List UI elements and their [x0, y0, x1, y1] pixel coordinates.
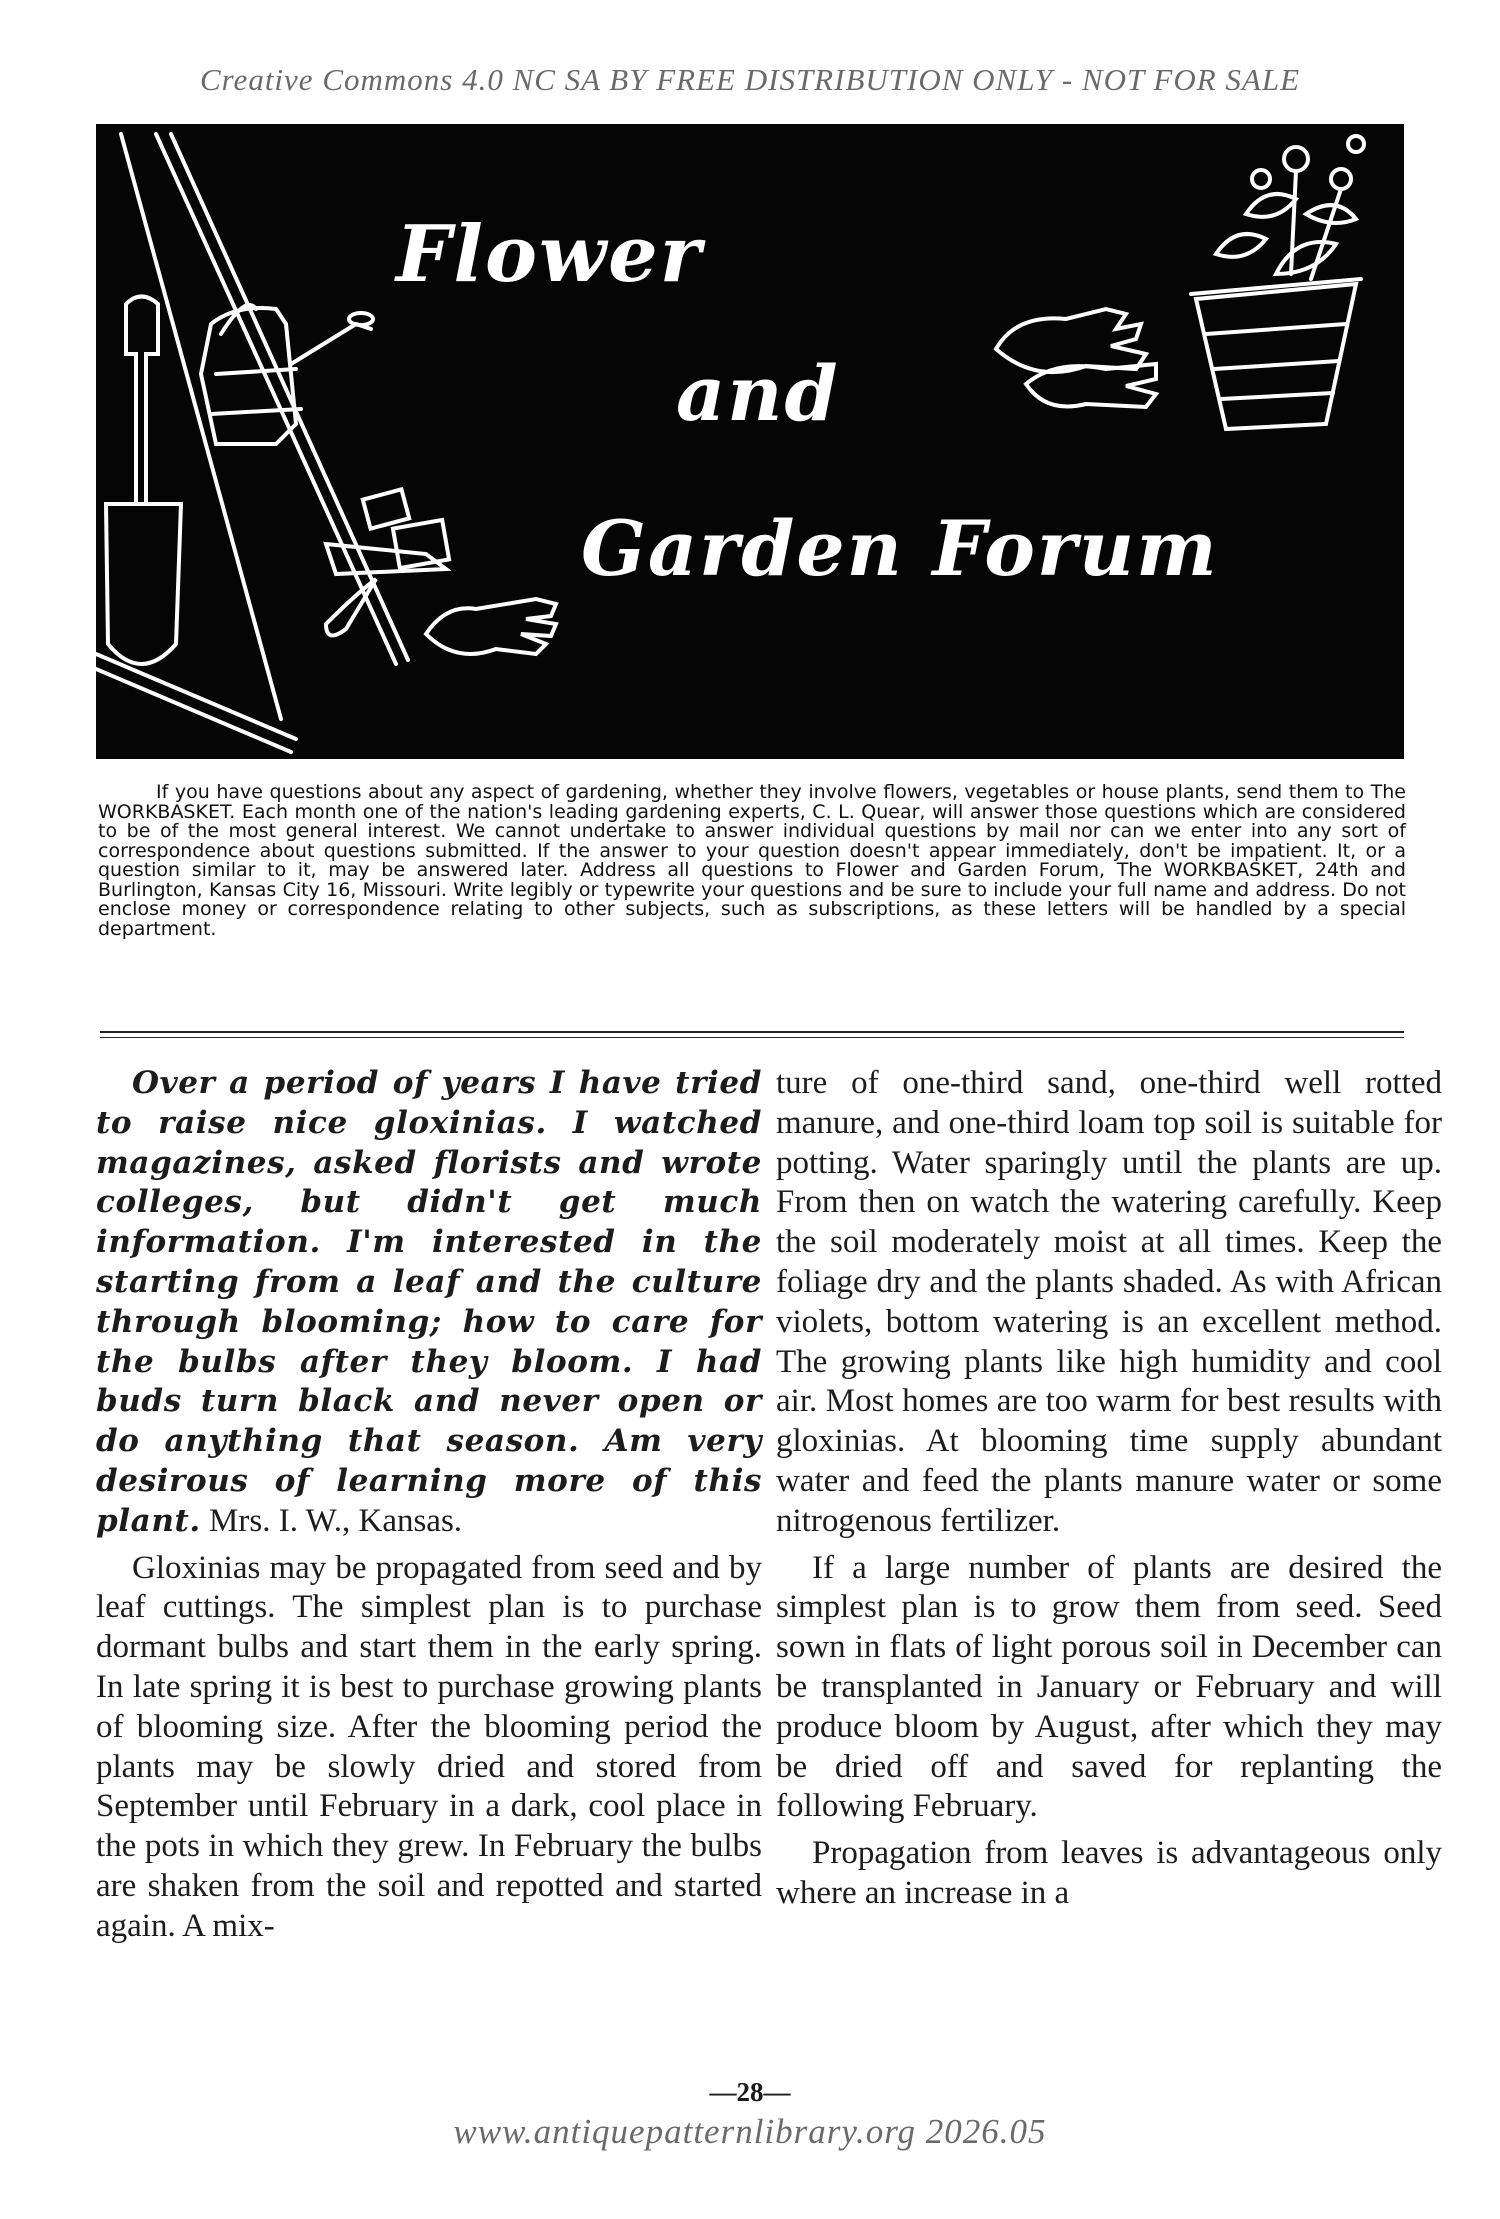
question-signature: Mrs. I. W., Kansas. — [209, 1502, 463, 1539]
article-column-left — [96, 1064, 762, 1947]
answer-paragraph-3: Propagation from leaves is advantageous only where an increase in a — [776, 1835, 1442, 1911]
divider-rule — [100, 1031, 1404, 1033]
divider-rule-thin — [100, 1037, 1404, 1038]
reader-question — [96, 1064, 762, 1542]
license-notice: Creative Commons 4.0 NC SA BY FREE DISTRIBUTION ONLY - NOT FOR SALE — [199, 62, 1301, 97]
article-column-right — [776, 1064, 1442, 1914]
page-number: —28— — [709, 2077, 791, 2107]
garden-tools-illustration — [96, 124, 1404, 759]
banner-title-line2: and — [676, 349, 840, 438]
banner-title-line3: Garden Forum — [581, 504, 1219, 593]
banner-title-line1: Flower — [396, 209, 703, 300]
forum-banner — [96, 124, 1404, 759]
question-text: Over a period of years I have tried to raise nice gloxinias. I watched magazines, asked florists and wrote colleges, but didn't get much information. I'm interested in the starting from a leaf and the culture through blooming; how to care for the bulbs after they bloom. I had buds turn black and never open or do anything that season. Am very desirous of learning more of this plant. — [96, 1065, 762, 1539]
gloves — [996, 309, 1146, 372]
shovel-blade — [106, 504, 181, 664]
answer-paragraph-1-continued: ture of one-third sand, one-third well rotted manure, and one-third loam top soil is suitable for potting. Water sparingly until the plants are up. From then on watch the watering carefully. Keep the soil moderately moist at all times. Keep the foliage dry and the plants shaded. As with African violets, bottom watering is an excellent method. The growing plants like high humidity and cool air. Most homes are too warm for best results with gloxinias. At blooming time supply abundant water and feed the plants manure water or some nitrogenous fertilizer. — [776, 1065, 1442, 1539]
answer-paragraph-1: Gloxinias may be propagated from seed and by leaf cuttings. The simplest plan is to purchase dormant bulbs and start them in the early spring. In late spring it is best to purchase growing plants of blooming size. After the blooming period the plants may be slowly dried and stored from September until February in a dark, cool place in the pots in which they grew. In February the bulbs are shaken from the soil and repotted and started again. A mix- — [96, 1549, 762, 1944]
intro-paragraph: If you have questions about any aspect of gardening, whether they involve flowers, vegetables or house plants, send them to The WORKBASKET. Each month one of the nation's leading gardening experts, C. L. Quear, will answer those questions which are considered to be of the most general interest. We cannot undertake to answer individual questions by mail nor can we enter into any sort of correspondence about questions submitted. If the answer to your question doesn't appear immediately, don't be impatient. It, or a question similar to it, may be answered later. Address all questions to Flower and Garden Forum, The WORKBASKET, 24th and Burlington, Kansas City 16, Missouri. Write legibly or typewrite your questions and be sure to include your full name and address. Do not enclose money or correspondence relating to other subjects, such as subscriptions, as these letters will be handled by a special department. — [98, 781, 1406, 940]
answer-paragraph-2: If a large number of plants are desired the simplest plan is to grow them from seed. Seed sown in flats of light porous soil in December can be transplanted in January or February and will produce bloom by August, after which they may be dried off and saved for replanting the following February. — [776, 1549, 1442, 1825]
flower-pot — [1196, 284, 1356, 429]
footer-url: www.antiquepatternlibrary.org 2026.05 — [453, 2112, 1047, 2151]
